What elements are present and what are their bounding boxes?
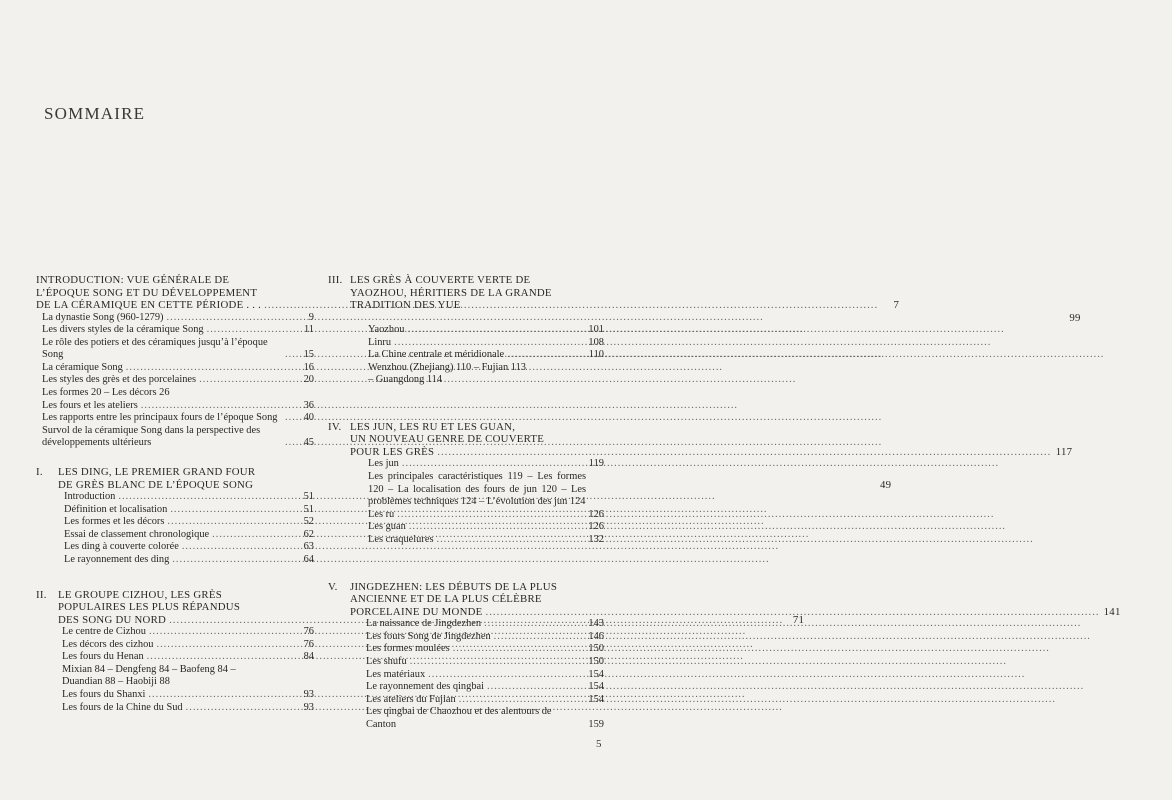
toc-entry[interactable] bbox=[64, 504, 314, 517]
toc-entry[interactable] bbox=[368, 521, 604, 534]
entry-text: Les fours de la Chine du Sud bbox=[62, 701, 183, 713]
toc-section-iii bbox=[328, 274, 1081, 387]
entry-text: Mixian 84 – Dengfeng 84 – Baofeng 84 – Duandian 88 – Haobiji 88 bbox=[62, 663, 236, 688]
entry-page: 101 bbox=[588, 324, 604, 335]
section-number: IV. bbox=[328, 420, 342, 433]
entry-page: 154 bbox=[588, 668, 604, 680]
toc-entry[interactable] bbox=[42, 425, 314, 450]
section-title-line: UN NOUVEAU GENRE DE COUVERTE bbox=[350, 433, 545, 446]
section-title-line: POPULAIRES LES PLUS RÉPANDUS bbox=[58, 601, 241, 614]
toc-entry[interactable] bbox=[42, 387, 314, 400]
toc-entry[interactable] bbox=[368, 337, 604, 350]
entry-text: Les formes 20 – Les décors 26 bbox=[42, 387, 170, 399]
entry-text: Le centre de Cizhou bbox=[62, 626, 146, 638]
toc-entry[interactable] bbox=[62, 639, 314, 652]
section-page-number: 117 bbox=[1055, 445, 1073, 458]
section-page-number: 99 bbox=[1069, 311, 1081, 324]
entry-page: 76 bbox=[303, 638, 314, 650]
entry-page: 154 bbox=[588, 681, 604, 693]
entry-text: Yaozhou bbox=[368, 324, 405, 335]
entry-text: Le rôle des potiers et des céramiques jusqu’à l’époque Song bbox=[42, 336, 268, 361]
toc-entry[interactable] bbox=[366, 618, 604, 631]
entry-text: La naissance de Jingdezhen bbox=[366, 618, 482, 630]
entry-text: Les qingbai de Chaozhou et des alentours de Canton bbox=[366, 706, 552, 730]
entry-text: Le rayonnement des qingbai bbox=[366, 681, 485, 693]
entry-text: Les ateliers du Fujian bbox=[366, 693, 456, 705]
toc-entry[interactable] bbox=[368, 509, 604, 522]
toc-entry[interactable] bbox=[368, 324, 604, 337]
entry-page: 108 bbox=[588, 336, 604, 348]
entry-page: 51 bbox=[303, 491, 314, 503]
toc-entry[interactable] bbox=[64, 529, 314, 542]
entry-page: 146 bbox=[588, 630, 604, 642]
toc-entry[interactable] bbox=[366, 643, 604, 656]
entry-text: Linru bbox=[368, 336, 392, 348]
toc-entry[interactable] bbox=[366, 706, 604, 731]
entry-page: 110 bbox=[588, 349, 604, 361]
entry-text: Les ru bbox=[368, 508, 395, 520]
entry-text: Les shufu bbox=[366, 655, 407, 667]
section-title-line: LES GRÈS À COUVERTE VERTE DE bbox=[350, 274, 531, 286]
entry-text: Les décors des cizhou bbox=[62, 638, 154, 650]
entry-page: 51 bbox=[303, 503, 314, 515]
toc-entry[interactable] bbox=[368, 471, 604, 509]
toc-entry[interactable] bbox=[366, 669, 604, 682]
section-title-line: YAOZHOU, HÉRITIERS DE LA GRANDE bbox=[350, 286, 552, 299]
entry-text: Introduction bbox=[64, 491, 116, 503]
entry-text: Définition et localisation bbox=[64, 503, 168, 515]
entry-page: 52 bbox=[303, 516, 314, 528]
entry-page: 45 bbox=[303, 437, 314, 449]
entry-text: Les formes moulées bbox=[366, 643, 450, 655]
page-title: SOMMAIRE bbox=[44, 104, 146, 123]
entry-page: 150 bbox=[588, 655, 604, 667]
section-heading[interactable] bbox=[328, 420, 1073, 459]
entry-text: Les formes et les décors bbox=[64, 516, 165, 528]
toc-entry[interactable] bbox=[42, 362, 314, 375]
entry-page: 63 bbox=[303, 541, 314, 553]
section-title-line: LES JUN, LES RU ET LES GUAN, bbox=[350, 420, 516, 433]
page-number: 5 bbox=[596, 738, 602, 750]
entry-text: Essai de classement chronologique bbox=[64, 528, 210, 540]
entry-page: 64 bbox=[303, 554, 314, 565]
section-title-line: ANCIENNE ET DE LA PLUS CÉLÈBRE bbox=[350, 593, 542, 606]
entry-page: 15 bbox=[303, 349, 314, 361]
section-page-number: 141 bbox=[1103, 605, 1121, 618]
toc-entry[interactable] bbox=[366, 681, 604, 694]
entry-page: 36 bbox=[303, 399, 314, 411]
section-title-line: POUR LES GRÈS bbox=[350, 445, 435, 458]
toc-entry[interactable] bbox=[42, 337, 314, 362]
entry-page: 20 bbox=[303, 374, 314, 386]
section-heading[interactable] bbox=[328, 580, 1121, 619]
section-page-number: 71 bbox=[792, 613, 805, 626]
section-title-line: DE LA CÉRAMIQUE EN CETTE PÉRIODE . . . bbox=[36, 299, 262, 311]
entry-page: 119 bbox=[588, 458, 604, 470]
entry-text: Les guan bbox=[368, 521, 406, 533]
entry-page: 126 bbox=[588, 508, 604, 520]
entry-page: 150 bbox=[588, 643, 604, 655]
entry-page: 9 bbox=[308, 311, 314, 323]
toc-entry[interactable] bbox=[366, 694, 604, 707]
section-title-line: DES SONG DU NORD bbox=[58, 613, 167, 626]
toc-entry[interactable] bbox=[64, 554, 314, 567]
section-title-line: LE GROUPE CIZHOU, LES GRÈS bbox=[58, 588, 222, 601]
section-title-line: LES DING, LE PREMIER GRAND FOUR bbox=[58, 466, 256, 479]
entry-page: 132 bbox=[588, 534, 604, 546]
entry-page: 154 bbox=[588, 693, 604, 705]
toc-entry[interactable] bbox=[42, 400, 314, 413]
entry-text: Les matériaux bbox=[366, 668, 426, 680]
entry-text: Les craquelures bbox=[368, 534, 434, 546]
toc-entry[interactable] bbox=[62, 702, 314, 715]
section-number: V. bbox=[328, 580, 338, 593]
section-heading[interactable] bbox=[328, 274, 1081, 324]
toc-entry[interactable] bbox=[62, 651, 314, 664]
toc-entry[interactable] bbox=[366, 631, 604, 644]
entry-page: 93 bbox=[303, 689, 314, 701]
entry-text: Les ding à couverte colorée bbox=[64, 541, 179, 553]
entry-text: Les fours du Shanxi bbox=[62, 689, 146, 701]
section-page-number: 49 bbox=[879, 478, 892, 491]
toc-entry[interactable] bbox=[368, 362, 604, 387]
toc-entry[interactable] bbox=[64, 516, 314, 529]
entry-text: Les fours et les ateliers bbox=[42, 399, 138, 411]
entry-page: 40 bbox=[303, 412, 314, 424]
toc-entry[interactable] bbox=[368, 458, 604, 471]
entry-page: 159 bbox=[588, 718, 604, 730]
entry-page: 62 bbox=[303, 528, 314, 540]
entry-text: Les principales caractéristiques 119 – Les formes 120 – La localisation des fours de jun 120 – Les problèmes techniques 124 – L’évolution des jun 124 bbox=[368, 471, 586, 508]
entry-page: 76 bbox=[303, 626, 314, 638]
toc-entry[interactable] bbox=[62, 626, 314, 639]
entry-text: La dynastie Song (960-1279) bbox=[42, 311, 164, 323]
entry-text: Les divers styles de la céramique Song bbox=[42, 324, 204, 336]
toc-entry[interactable] bbox=[42, 324, 314, 337]
section-title-line: INTRODUCTION: VUE GÉNÉRALE DE bbox=[36, 274, 230, 286]
toc-entry[interactable] bbox=[42, 374, 314, 387]
section-number: III. bbox=[328, 274, 343, 286]
entry-text: La Chine centrale et méridionale bbox=[368, 349, 505, 361]
section-title-line: PORCELAINE DU MONDE bbox=[350, 605, 483, 618]
toc-entry[interactable] bbox=[42, 312, 314, 325]
toc-entry[interactable] bbox=[62, 664, 314, 689]
section-title-line: DE GRÈS BLANC DE L’ÉPOQUE SONG bbox=[58, 478, 254, 491]
section-number: I. bbox=[36, 466, 43, 479]
entry-text: Les rapports entre les principaux fours de l’époque Song bbox=[42, 412, 278, 424]
entry-text: Les fours du Henan bbox=[62, 651, 144, 663]
entry-text: Survol de la céramique Song dans la perspective des développements ultérieurs bbox=[42, 424, 261, 449]
section-number: II. bbox=[36, 588, 47, 601]
entry-page: 93 bbox=[303, 701, 314, 713]
entry-text: Le rayonnement des ding bbox=[64, 554, 170, 565]
toc-entry[interactable] bbox=[64, 541, 314, 554]
entry-page: 11 bbox=[303, 324, 314, 336]
section-title-line: TRADITION DES YUE bbox=[350, 299, 461, 311]
toc-entry[interactable] bbox=[42, 412, 314, 425]
section-title-line: L’ÉPOQUE SONG ET DU DÉVELOPPEMENT bbox=[36, 286, 258, 299]
toc-entry[interactable] bbox=[368, 534, 604, 547]
entry-text: Les styles des grès et des porcelaines bbox=[42, 374, 197, 386]
entry-text: La céramique Song bbox=[42, 361, 123, 373]
entry-text: Les jun bbox=[368, 458, 399, 470]
section-title-line: JINGDEZHEN: LES DÉBUTS DE LA PLUS bbox=[350, 580, 558, 593]
toc-entry[interactable] bbox=[366, 656, 604, 669]
entry-page: 126 bbox=[588, 521, 604, 533]
entry-page: 143 bbox=[588, 618, 604, 630]
entry-text: Les fours Song de Jingdezhen bbox=[366, 630, 491, 642]
section-page-number: 7 bbox=[893, 299, 900, 311]
toc-entry[interactable] bbox=[62, 689, 314, 702]
toc-entry[interactable] bbox=[368, 349, 604, 362]
entry-page: 84 bbox=[303, 651, 314, 663]
entry-text: Wenzhou (Zhejiang) 110 – Fujian 113 – Guangdong 114 bbox=[368, 361, 526, 386]
toc-entry[interactable] bbox=[64, 491, 314, 504]
entry-page: 16 bbox=[303, 361, 314, 373]
